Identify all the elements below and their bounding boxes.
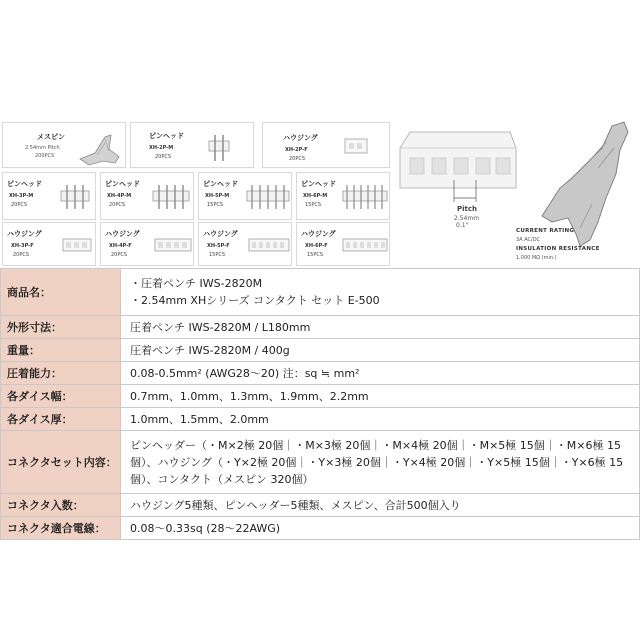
spec-key: コネクタ入数：	[1, 494, 121, 517]
spec-key: 商品名：	[1, 269, 121, 316]
connector-catalog-figure	[0, 118, 640, 268]
spec-row-die-width	[1, 385, 640, 408]
pitch-label: Pitch	[457, 205, 478, 213]
spec-key: 各ダイス幅：	[1, 385, 121, 408]
crimp-pin-image	[75, 127, 125, 167]
spec-row-crimp-capacity	[1, 362, 640, 385]
spec-value: 0.08～0.33sq (28～22AWG)	[121, 517, 640, 540]
housing-4p-image	[153, 233, 193, 257]
cell-name: ピンヘッド	[7, 180, 42, 188]
catalog-cell-xh-3p-f	[2, 222, 96, 266]
spec-key: 圧着能力：	[1, 362, 121, 385]
cell-pcs: 15PCS	[207, 202, 224, 208]
cell-pcs: 20PCS	[13, 252, 30, 258]
spec-row-product-name	[1, 269, 640, 316]
spec-key: 重量：	[1, 339, 121, 362]
cell-pcs: 200PCS	[35, 153, 55, 159]
cell-part-number: XH-2P-M	[149, 145, 174, 151]
spec-value: ハウジング5種類、ピンヘッダー5種類、メスピン、合計500個入り	[121, 494, 640, 517]
cell-pcs: 20PCS	[11, 202, 28, 208]
cell-name: ピンヘッド	[149, 132, 184, 140]
spec-value: 0.7mm、1.0mm、1.3mm、1.9mm、2.2mm	[121, 385, 640, 408]
catalog-cell-xh-4p-f	[100, 222, 194, 266]
cell-part-number: XH-5P-F	[207, 243, 230, 249]
catalog-cell-xh-2p-m	[130, 122, 254, 168]
cell-part-number: XH-6P-M	[303, 193, 328, 199]
cell-part-number: XH-4P-M	[107, 193, 132, 199]
cell-name: ピンヘッド	[203, 180, 238, 188]
spec-row-dimensions	[1, 316, 640, 339]
cell-part-number: XH-6P-F	[305, 243, 328, 249]
spec-row-connector-count	[1, 494, 640, 517]
housing-6p-image	[341, 233, 389, 257]
insulation-resistance-title: INSULATION RESISTANCE	[516, 246, 600, 252]
cell-pcs: 15PCS	[209, 252, 226, 258]
cell-part-number: XH-5P-M	[205, 193, 230, 199]
cell-pcs: 15PCS	[305, 202, 322, 208]
cell-name: ピンヘッド	[105, 180, 140, 188]
catalog-cell-xh-5p-m	[198, 172, 292, 220]
current-rating-value: 3A AC/DC	[516, 237, 541, 243]
spec-key: 各ダイス厚：	[1, 408, 121, 431]
spec-key: コネクタセット内容：	[1, 431, 121, 494]
spec-row-compatible-wire	[1, 517, 640, 540]
cell-name: ハウジング	[283, 134, 318, 142]
cell-pcs: 20PCS	[155, 154, 172, 160]
cell-pcs: 20PCS	[289, 156, 306, 162]
cell-pcs: 15PCS	[307, 252, 324, 258]
spec-row-connector-set	[1, 431, 640, 494]
catalog-cell-xh-2p-f	[262, 122, 390, 168]
spec-table	[0, 268, 640, 540]
catalog-cell-xh-5p-f	[198, 222, 292, 266]
insulation-resistance-value: 1,000 MΩ (min.)	[516, 255, 557, 261]
cell-name: ピンヘッド	[301, 180, 336, 188]
pitch-mm-value: 2.54mm	[454, 215, 480, 222]
cell-name: ハウジング	[301, 230, 336, 238]
catalog-cell-xh-3p-m	[2, 172, 96, 220]
cell-name: ハウジング	[7, 230, 42, 238]
cell-part-number: XH-2P-F	[285, 147, 308, 153]
spec-value: ピンヘッダー（・M×2極 20個｜・M×3極 20個｜・M×4極 20個｜・M×5極 15個｜・M×6極 15個）、ハウジング（・Y×2極 20個｜・Y×3極 20個｜・Y×4極 20個｜・Y×5極 15個｜・Y×6極 15個）、コンタクト（メスピン 320個）	[121, 431, 640, 494]
spec-value: 0.08-0.5mm² (AWG28～20) 注：sq ≒ mm²	[121, 362, 640, 385]
housing-5p-image	[247, 233, 291, 257]
cell-pcs: 20PCS	[111, 252, 128, 258]
cell-name: メスピン	[37, 133, 65, 141]
pin-header-2p-image	[205, 133, 235, 163]
cell-part-number: XH-4P-F	[109, 243, 132, 249]
spec-value: 圧着ペンチ IWS-2820M / L180mm	[121, 316, 640, 339]
housing-3p-image	[61, 233, 93, 257]
pin-header-4p-image	[151, 183, 193, 213]
spec-row-weight	[1, 339, 640, 362]
spec-value-line: ・2.54mm XHシリーズ コンタクト セット E-500	[130, 294, 380, 307]
catalog-cell-xh-6p-m	[296, 172, 390, 220]
spec-row-die-thickness	[1, 408, 640, 431]
catalog-cell-xh-4p-m	[100, 172, 194, 220]
spec-value: 圧着ペンチ IWS-2820M / 400g	[121, 339, 640, 362]
cell-part-number: XH-3P-F	[11, 243, 34, 249]
spec-key: 外形寸法：	[1, 316, 121, 339]
pin-header-5p-image	[245, 183, 291, 213]
cell-part-number: XH-3P-M	[9, 193, 34, 199]
pin-header-6p-image	[341, 183, 389, 213]
spec-value-line: ・圧着ペンチ IWS-2820M	[130, 277, 263, 290]
pin-header-3p-image	[59, 183, 93, 213]
cell-name: ハウジング	[105, 230, 140, 238]
cell-pitch-text: 2.54mm Pitch	[25, 145, 60, 151]
current-rating-title: CURRENT RATING	[516, 228, 575, 234]
spec-key: コネクタ適合電線：	[1, 517, 121, 540]
catalog-cell-mesupin	[2, 122, 126, 168]
pitch-inch-value: 0.1"	[456, 222, 469, 229]
cell-pcs: 20PCS	[109, 202, 126, 208]
cell-name: ハウジング	[203, 230, 238, 238]
spec-value	[121, 269, 640, 316]
spec-value: 1.0mm、1.5mm、2.0mm	[121, 408, 640, 431]
catalog-cell-xh-6p-f	[296, 222, 390, 266]
housing-2p-image	[343, 135, 373, 159]
housing-and-pin-detail-figure	[392, 118, 640, 268]
